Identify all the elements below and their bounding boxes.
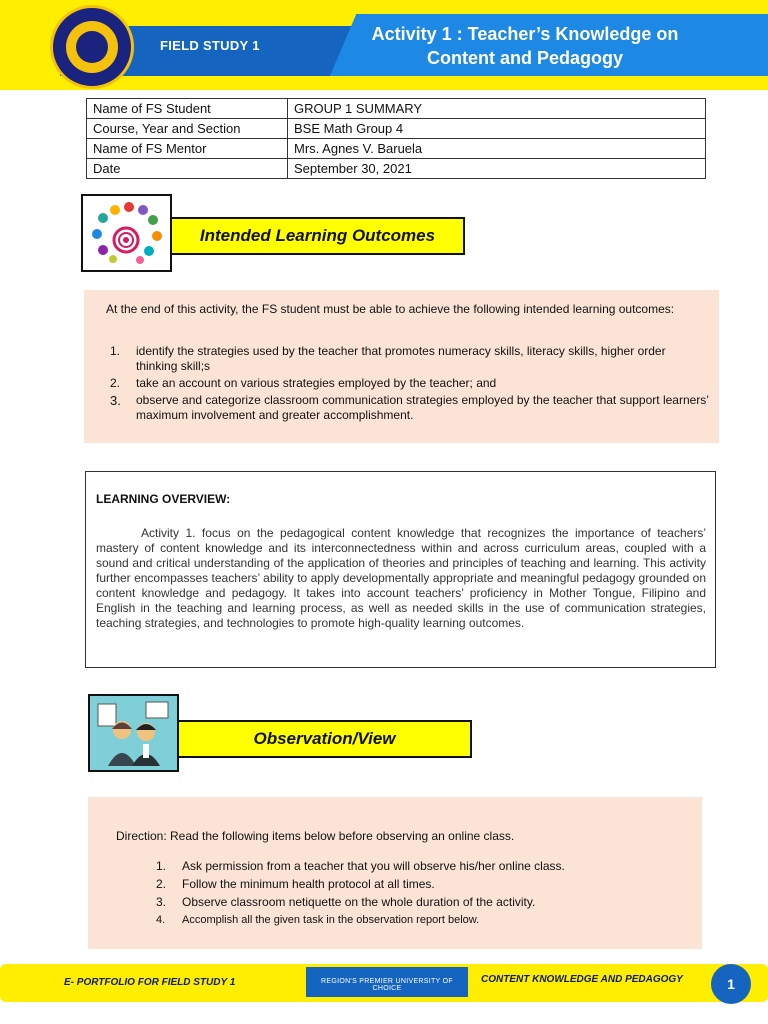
- learning-overview-box: [85, 471, 716, 668]
- list-number: 2.: [110, 376, 121, 390]
- list-item: [156, 911, 676, 929]
- student-info-table: [86, 98, 706, 179]
- list-number: 1.: [110, 344, 121, 358]
- ilo-heading: Intended Learning Outcomes: [170, 217, 465, 255]
- table-row: [87, 159, 706, 179]
- ilo-box: [84, 290, 719, 443]
- info-value: BSE Math Group 4: [288, 119, 706, 139]
- info-value: GROUP 1 SUMMARY: [288, 99, 706, 119]
- info-label: Course, Year and Section: [87, 119, 288, 139]
- list-number: 1.: [156, 859, 167, 873]
- overview-heading: LEARNING OVERVIEW:: [96, 492, 231, 506]
- info-value: September 30, 2021: [288, 159, 706, 179]
- ilo-icon-frame: [81, 194, 172, 272]
- field-study-label: FIELD STUDY 1: [160, 38, 260, 53]
- list-text: identify the strategies used by the teacher that promotes numeracy skills, literacy skills, higher order thinking skill;s: [136, 344, 666, 373]
- table-row: [87, 139, 706, 159]
- list-item: [156, 893, 676, 911]
- list-text: Ask permission from a teacher that you will observe his/her online class.: [182, 859, 565, 873]
- info-label: Name of FS Student: [87, 99, 288, 119]
- list-text: Follow the minimum health protocol at all times.: [182, 877, 435, 891]
- info-label: Name of FS Mentor: [87, 139, 288, 159]
- seal-core: [76, 31, 108, 63]
- observation-heading: Observation/View: [177, 720, 472, 758]
- list-number: 3.: [156, 895, 167, 909]
- list-number: 3.: [110, 393, 121, 408]
- table-row: [87, 99, 706, 119]
- list-text: take an account on various strategies employed by the teacher; and: [136, 376, 497, 390]
- observers-icon: [90, 696, 177, 770]
- list-number: 4.: [156, 914, 166, 926]
- list-text: Observe classroom netiquette on the whole duration of the activity.: [182, 895, 536, 909]
- ilo-list: [110, 344, 710, 423]
- list-item: [110, 344, 710, 374]
- direction-text: Direction: Read the following items below before observing an online class.: [116, 829, 515, 843]
- footer-right-text: CONTENT KNOWLEDGE AND PEDAGOGY: [481, 974, 683, 985]
- ilo-intro: At the end of this activity, the FS student must be able to achieve the following intended learning outcomes:: [106, 302, 675, 316]
- activity-title: Activity 1 : Teacher’s Knowledge on Content and Pedagogy: [371, 24, 679, 68]
- footer-left-text: E- PORTFOLIO FOR FIELD STUDY 1: [64, 977, 236, 988]
- table-row: [87, 119, 706, 139]
- list-text: observe and categorize classroom communication strategies employed by the teacher that support learners’ maximum involvement and greater accomplishment.: [136, 393, 709, 422]
- info-value: Mrs. Agnes V. Baruela: [288, 139, 706, 159]
- observation-list: [156, 857, 676, 929]
- info-label: Date: [87, 159, 288, 179]
- target-ideas-icon: [83, 196, 170, 270]
- overview-body: Activity 1. focus on the pedagogical content knowledge that recognizes the importance of teachers’ mastery of content knowledge and its interconnectedness within and across curriculum areas, coupled with a sound and critical understanding of the application of theories and principles of teaching and learning. This activity further encompasses teachers’ ability to apply developmentally appropriate and meaningful pedagogy grounded on content knowledge and pedagogy. It takes into account teachers’ proficiency in Mother Tongue, Filipino and English in the teaching and learning process, as well as needed skills in the use of communication strategies, teaching strategies, and technologies to promote high-quality learning outcomes.: [96, 526, 706, 630]
- observation-icon-frame: [88, 694, 179, 772]
- observation-box: [88, 797, 702, 949]
- list-text: Accomplish all the given task in the observation report below.: [182, 914, 480, 926]
- list-item: [156, 875, 676, 893]
- list-number: 2.: [156, 877, 167, 891]
- list-item: [156, 857, 676, 875]
- page-number: 1: [711, 964, 751, 1004]
- list-item: [110, 376, 710, 391]
- list-item: [110, 393, 710, 423]
- footer-center-text: REGION'S PREMIER UNIVERSITY OF CHOICE: [321, 978, 453, 992]
